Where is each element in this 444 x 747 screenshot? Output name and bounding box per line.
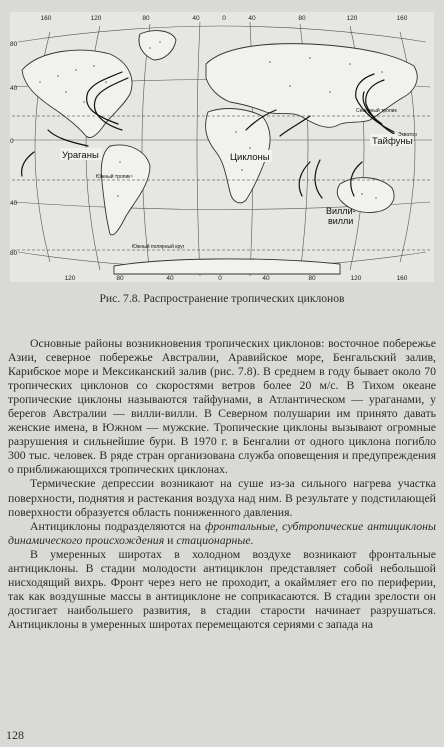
lat-label: 40 [10, 85, 18, 92]
paragraph-text: и [164, 532, 177, 547]
lon-label-top: 0 [222, 15, 226, 22]
lat-label: 80 [10, 250, 18, 257]
paragraph: В умеренных широтах в холодном воздухе возникают фронтальные антициклоны. В стадии молодости антициклон представляет собой небольшой нисходящий вихрь. Фронт через него не проходит, а окаймляет его по периферии, так как воздушные массы в антициклоне не соприкасаются. В стадии зрелости он достигает наибольшего развития, в стадии старости начинает разрушаться. Антициклоны в умеренных широтах перемещаются сериями с запада на [8, 546, 436, 631]
lon-label-top: 120 [346, 15, 358, 22]
body-text [8, 336, 436, 631]
lon-label-top: 80 [142, 15, 150, 22]
lon-label-bottom: 160 [396, 275, 408, 282]
lon-label-bottom: 40 [262, 275, 270, 282]
lon-label-bottom: 80 [308, 275, 316, 282]
lon-label-top: 120 [90, 15, 102, 22]
paragraph: Термические депрессии возникают на суше из-за сильного нагрева участка поверхности, поднятия и растекания воздуха над ним. В результате у подстилающей поверхности образуется область пониженного давления. [8, 476, 436, 519]
label-willy-willy: вилли [328, 216, 354, 226]
label-cyclones: Циклоны [230, 152, 270, 163]
label-hurricanes: Ураганы [62, 150, 99, 161]
lon-label-bottom: 120 [350, 275, 362, 282]
lat-label: 80 [10, 41, 18, 48]
lon-label-bottom: 80 [116, 275, 124, 282]
label-south-tropic: Южный тропик [96, 174, 131, 180]
paragraph-text: Антициклоны подразделяются на [30, 518, 205, 533]
label-north-tropic: Северный тропик [356, 108, 397, 114]
lon-label-bottom: 0 [218, 275, 222, 282]
paragraph [8, 519, 436, 547]
label-typhoons: Тайфуны [372, 136, 413, 147]
emphasis: фронтальные, субтропические антициклоны динамического происхождения [8, 518, 436, 547]
label-equator: Экватор [398, 132, 417, 138]
lon-label-bottom: 120 [64, 275, 76, 282]
emphasis: стационарные. [176, 532, 254, 547]
lon-label-top: 40 [192, 15, 200, 22]
label-willy-willy: Вилли- [326, 206, 356, 216]
lon-label-bottom: 40 [166, 275, 174, 282]
figure-caption: Рис. 7.8. Распространение тропических циклонов [99, 292, 345, 305]
lon-label-top: 80 [298, 15, 306, 22]
lat-label: 40 [10, 200, 18, 207]
tropical-cyclone-map [10, 12, 434, 282]
lon-label-top: 40 [248, 15, 256, 22]
label-antarctic-circle: Южный полярный круг [132, 244, 185, 250]
lat-label: 0 [10, 138, 14, 145]
paragraph: Основные районы возникновения тропических циклонов: восточное побережье Азии, северное побережье Австралии, Аравийское море, Бенгальский залив, Карибское море и Мексиканский залив (рис. 7.8). В среднем в году бывает около 70 тропических циклонов со скоростями ветров более 20 м/с. В Тихом океане тропические циклоны называются тайфунами, в Атлантическом — ураганами, у берегов Австралии — вилли-вилли. В Северном полушарии им принято давать женские имена, в Южном — мужские. Тропические циклоны вызывают огромные разрушения и сильнейшие бури. В 1970 г. в Бенгалии от одного циклона погибло 300 тыс. человек. В ряде стран организована служба оповещения и предупреждения о приближающихся тропических циклонах. [8, 336, 436, 477]
lon-label-top: 160 [40, 15, 52, 22]
lon-label-top: 160 [396, 15, 408, 22]
page-number: 128 [6, 728, 24, 742]
